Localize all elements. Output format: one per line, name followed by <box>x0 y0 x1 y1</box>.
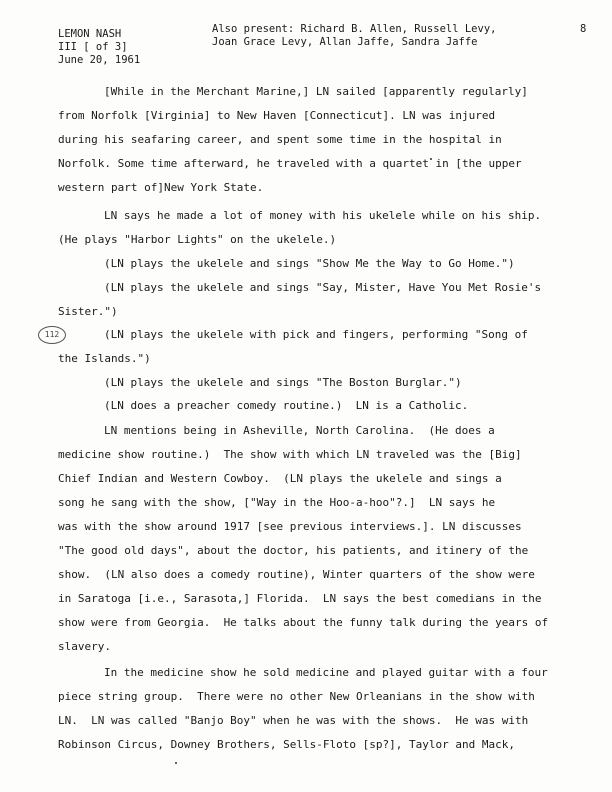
body-line: In the medicine show he sold medicine and played guitar with a four <box>104 666 548 679</box>
header-left <box>58 28 140 67</box>
body-line: Robinson Circus, Downey Brothers, Sells-Floto [sp?], Taylor and Mack, <box>58 738 515 751</box>
body-line: (LN plays the ukelele and sings "Show Me the Way to Go Home.") <box>104 257 515 270</box>
body-line: "The good old days", about the doctor, his patients, and itinery of the <box>58 544 529 557</box>
body-line: (LN does a preacher comedy routine.) LN is a Catholic. <box>104 399 469 412</box>
interviewee-name: LEMON NASH <box>58 28 122 40</box>
body-line: Chief Indian and Western Cowboy. (LN plays the ukelele and sings a <box>58 472 502 485</box>
body-line: piece string group. There were no other New Orleanians in the show with <box>58 690 535 703</box>
margin-stamp: 112 <box>38 326 66 344</box>
page-number: 8 <box>580 23 587 35</box>
scan-speck <box>175 762 177 764</box>
header-attendees <box>212 23 496 49</box>
body-line: (LN plays the ukelele with pick and fingers, performing "Song of <box>104 328 528 341</box>
body-line: LN says he made a lot of money with his ukelele while on his ship. <box>104 209 542 222</box>
attendees-line-2: Joan Grace Levy, Allan Jaffe, Sandra Jaffe <box>212 36 478 48</box>
body-line: show were from Georgia. He talks about the funny talk during the years of <box>58 616 549 629</box>
body-line: LN. LN was called "Banjo Boy" when he was with the shows. He was with <box>58 714 529 727</box>
body-line: (LN plays the ukelele and sings "Say, Mister, Have You Met Rosie's <box>104 281 542 294</box>
body-line: in Saratoga [i.e., Sarasota,] Florida. LN says the best comedians in the <box>58 592 542 605</box>
body-line: medicine show routine.) The show with which LN traveled was the [Big] <box>58 448 522 461</box>
body-line: Norfolk. Some time afterward, he traveled with a quartet in [the upper <box>58 157 522 170</box>
body-line: from Norfolk [Virginia] to New Haven [Connecticut]. LN was injured <box>58 109 496 122</box>
reel-number: III [ of 3] <box>58 41 128 53</box>
body-line: western part of]New York State. <box>58 181 264 194</box>
attendees-line-1: Also present: Richard B. Allen, Russell Levy, <box>212 23 497 35</box>
body-line: song he sang with the show, ["Way in the Hoo-a-hoo"?.] LN says he <box>58 496 496 509</box>
body-line: slavery. <box>58 640 111 653</box>
body-line: was with the show around 1917 [see previous interviews.]. LN discusses <box>58 520 522 533</box>
body-line: (He plays "Harbor Lights" on the ukelele.) <box>58 233 337 246</box>
body-line: during his seafaring career, and spent some time in the hospital in <box>58 133 502 146</box>
body-line: the Islands.") <box>58 352 151 365</box>
body-line: LN mentions being in Asheville, North Carolina. (He does a <box>104 424 495 437</box>
body-line: show. (LN also does a comedy routine), Winter quarters of the show were <box>58 568 535 581</box>
body-line: [While in the Merchant Marine,] LN sailed [apparently regularly] <box>104 85 528 98</box>
body-line: Sister.") <box>58 305 118 318</box>
interview-date: June 20, 1961 <box>58 54 141 66</box>
body-line: (LN plays the ukelele and sings "The Boston Burglar.") <box>104 376 462 389</box>
